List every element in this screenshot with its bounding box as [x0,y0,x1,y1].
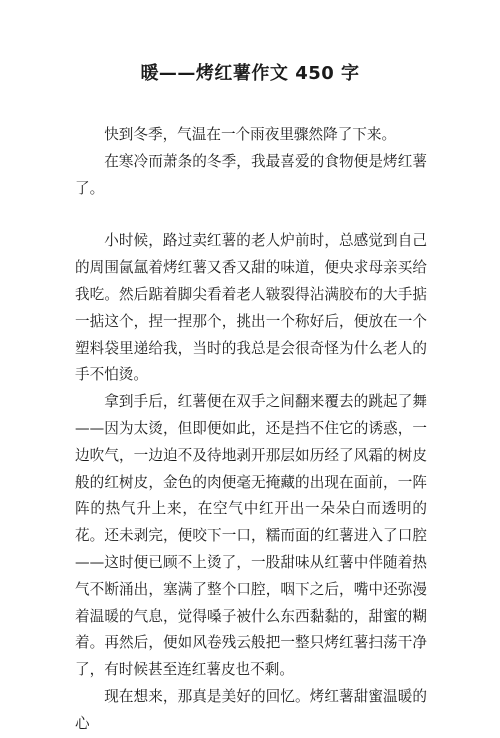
paragraph-1: 快到冬季，气温在一个雨夜里骤然降了下来。 [104,126,397,143]
document-body [75,122,427,738]
document-title: 暖——烤红薯作文 450 字 [140,63,360,84]
paragraph-5: 现在想来，那真是美好的回忆。烤红薯甜蜜温暖的心 [75,687,427,732]
paragraph-4: 拿到手后，红薯便在双手之间翻来覆去的跳起了舞——因为太烫，但即便如此，还是挡不住它的诱惑，一边吹气，一边迫不及待地剥开那层如历经了风霜的树皮般的红树皮，金色的肉便毫无掩藏的出现在面前，一阵阵的热气升上来，在空气中红开出一朵朵白而透明的花。还未剥完，便咬下一口，糯而面的红薯进入了口腔——这时便已顾不上烫了，一股甜味从红薯中伴随着热气不断涌出，塞满了整个口腔，咽下之后，嘴中还弥漫着温暖的气息，觉得嗓子被什么东西黏黏的，甜蜜的糊着。再然后，便如风卷残云般把一整只烤红薯扫荡干净了，有时候甚至连红薯皮也不剩。 [75,393,427,679]
paragraph-gap [75,202,427,228]
paragraph-2: 在寒冷而萧条的冬季，我最喜爱的食物便是烤红薯了。 [75,152,427,197]
paragraph-3: 小时候，路过卖红薯的老人炉前时，总感觉到自己的周围氤氲着烤红薯又香又甜的味道，便央求母亲买给我吃。然后踮着脚尖看着老人皲裂得沾满胶布的大手掂一掂这个，捏一捏那个，挑出一个称好后，便放在一个塑料袋里递给我，当时的我总是会很奇怪为什么老人的手不怕烫。 [75,232,427,384]
